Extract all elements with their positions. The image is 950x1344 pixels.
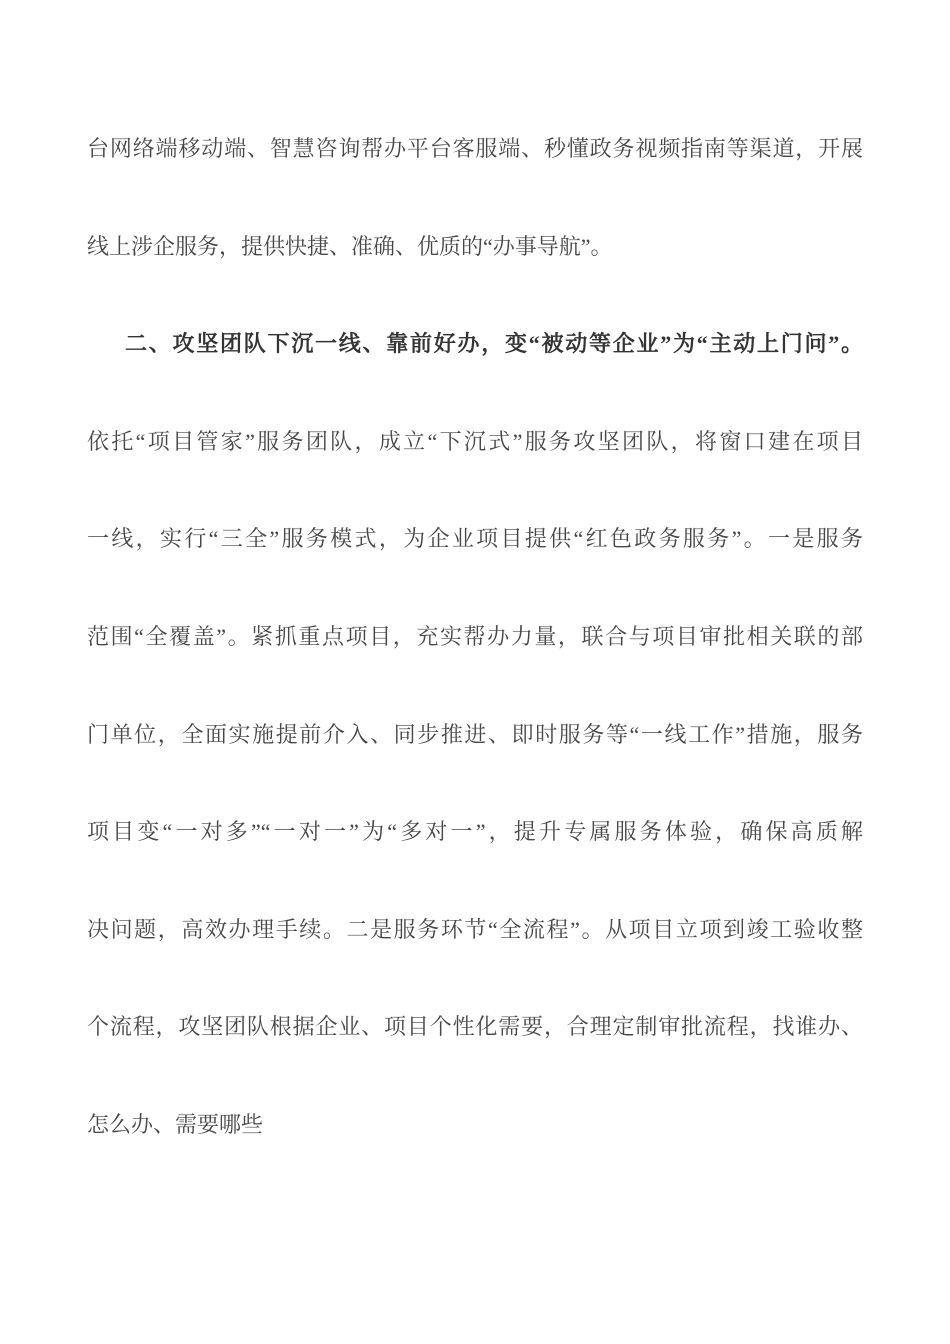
text-line: 范围“全覆盖”。紧抓重点项目，充实帮办力量，联合与项目审批相关联的部	[87, 623, 863, 649]
text-line: 项目变“一对多”“一对一”为“多对一”，提升专属服务体验，确保高质解	[87, 819, 863, 845]
text-line: 线上涉企服务，提供快捷、准确、优质的“办事导航”。	[87, 233, 613, 259]
text-line: 门单位，全面实施提前介入、同步推进、即时服务等“一线工作”措施，服务	[87, 721, 863, 747]
text-line: 一线，实行“三全”服务模式，为企业项目提供“红色政务服务”。一是服务	[87, 526, 863, 552]
text-line: 依托“项目管家”服务团队，成立“下沉式”服务攻坚团队，将窗口建在项目	[87, 428, 863, 454]
text-line: 怎么办、需要哪些	[87, 1111, 264, 1137]
text-line: 决问题，高效办理手续。二是服务环节“全流程”。从项目立项到竣工验收整	[87, 916, 863, 942]
text-line: 个流程，攻坚团队根据企业、项目个性化需要，合理定制审批流程，找谁办、	[87, 1014, 863, 1040]
text-line: 台网络端移动端、智慧咨询帮办平台客服端、秒懂政务视频指南等渠道，开展	[87, 136, 863, 161]
section-heading: 二、攻坚团队下沉一线、靠前好办，变“被动等企业”为“主动上门问”。	[125, 331, 863, 357]
text-column	[87, 100, 863, 1174]
